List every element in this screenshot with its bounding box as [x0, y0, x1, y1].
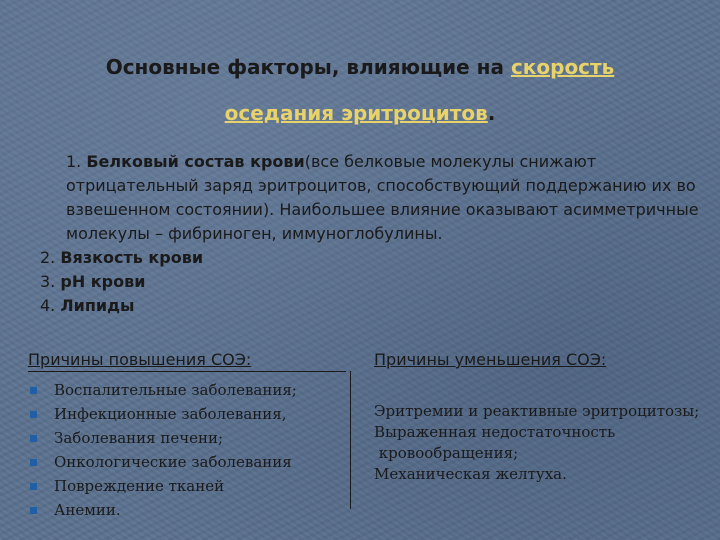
- decrease-causes-text: [374, 401, 714, 485]
- factor-1-number: 1.: [66, 152, 87, 171]
- increase-causes-list: [30, 378, 340, 522]
- list-item-text: Воспалительные заболевания;: [54, 381, 297, 399]
- list-item: [30, 378, 340, 402]
- increase-heading: Причины повышения СОЭ:: [28, 350, 252, 369]
- table-horizontal-divider: [28, 371, 346, 372]
- factor-3-number: 3.: [40, 272, 61, 291]
- factor-item-4: [40, 294, 710, 318]
- factors-list: [40, 150, 710, 318]
- square-bullet-icon: [30, 435, 37, 442]
- list-item-text: Заболевания печени;: [54, 429, 224, 447]
- list-item: [30, 498, 340, 522]
- factor-2-number: 2.: [40, 248, 61, 267]
- factor-2-title: Вязкость крови: [60, 248, 204, 267]
- factor-item-2: [40, 246, 710, 270]
- list-item: [30, 450, 340, 474]
- list-item: [30, 474, 340, 498]
- factor-item-3: [40, 270, 710, 294]
- factor-1-text: (все белковые молекулы снижают отрицательный заряд эритроцитов, способствующий поддержанию их во взвешенном состоянии). Наибольшее влияние оказывают асимметричные молекулы – фибриноген, иммуноглобулины.: [66, 152, 699, 243]
- slide-title: [0, 44, 720, 136]
- list-item-text: Онкологические заболевания: [54, 453, 292, 471]
- decrease-line: Механическая желтуха.: [374, 465, 567, 483]
- square-bullet-icon: [30, 483, 37, 490]
- factor-1-title: Белковый состав крови: [86, 152, 305, 171]
- list-item: [30, 426, 340, 450]
- factor-4-title: Липиды: [60, 296, 135, 315]
- list-item-text: Повреждение тканей: [54, 477, 225, 495]
- factor-3-title: рН крови: [60, 272, 146, 291]
- list-item: [30, 402, 340, 426]
- decrease-line: кровообращения;: [374, 444, 519, 462]
- decrease-heading: Причины уменьшения СОЭ:: [374, 350, 607, 369]
- factor-item-1: [40, 150, 710, 246]
- square-bullet-icon: [30, 411, 37, 418]
- square-bullet-icon: [30, 387, 37, 394]
- table-vertical-divider: [350, 371, 351, 509]
- title-part-1: Основные факторы, влияющие на: [105, 55, 511, 79]
- square-bullet-icon: [30, 507, 37, 514]
- list-item-text: Анемии.: [54, 501, 121, 519]
- decrease-line: Выраженная недостаточность: [374, 423, 616, 441]
- square-bullet-icon: [30, 459, 37, 466]
- title-highlight-2: оседания эритроцитов: [224, 101, 488, 125]
- decrease-line: Эритремии и реактивные эритроцитозы;: [374, 402, 700, 420]
- title-highlight-1: скорость: [510, 55, 615, 79]
- title-period: .: [487, 101, 496, 125]
- factor-4-number: 4.: [40, 296, 61, 315]
- list-item-text: Инфекционные заболевания,: [54, 405, 287, 423]
